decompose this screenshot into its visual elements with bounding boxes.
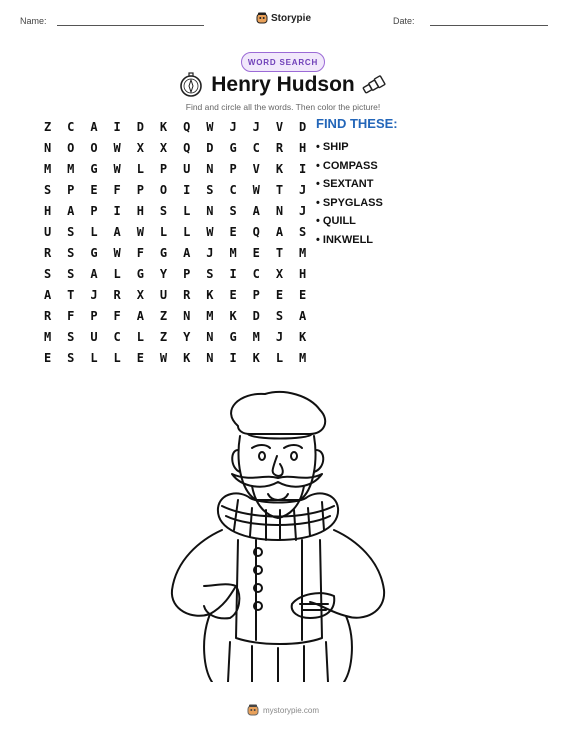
grid-row [36, 327, 314, 348]
grid-letter: P [136, 183, 144, 197]
grid-letter: P [90, 309, 98, 323]
grid-letter: L [113, 351, 121, 365]
grid-letter: M [229, 246, 237, 260]
grid-row [36, 243, 314, 264]
grid-letter: W [252, 183, 260, 197]
grid-letter: M [43, 330, 52, 344]
grid-letter: M [43, 162, 52, 176]
grid-letter: J [229, 120, 237, 134]
grid-letter: E [299, 288, 307, 302]
grid-letter: I [113, 204, 121, 218]
page-title: Henry Hudson [211, 73, 355, 96]
grid-letter: J [299, 204, 307, 218]
word-search-grid [36, 117, 314, 369]
name-label: Name: [20, 16, 47, 26]
grid-letter: I [229, 267, 237, 281]
grid-letter: W [159, 351, 168, 365]
grid-letter: W [136, 225, 144, 239]
grid-letter: M [299, 351, 307, 365]
grid-letter: K [299, 330, 307, 344]
brand-name: Storypie [271, 12, 312, 24]
grid-letter: W [206, 120, 214, 134]
word-item: • SEXTANT [316, 178, 374, 191]
grid-letter: N [183, 309, 191, 323]
grid-letter: E [229, 288, 237, 302]
grid-letter: P [67, 183, 75, 197]
word-item: • QUILL [316, 215, 356, 228]
grid-letter: I [299, 162, 307, 176]
grid-letter: O [90, 141, 98, 155]
grid-letter: L [275, 351, 284, 365]
date-line[interactable] [430, 25, 548, 26]
grid-letter: A [275, 225, 284, 239]
grid-row [36, 348, 314, 369]
grid-letter: S [67, 351, 75, 365]
page-header [0, 12, 566, 32]
grid-letter: D [252, 309, 260, 323]
grid-letter: A [113, 225, 121, 239]
grid-letter: J [252, 120, 260, 134]
grid-letter: Z [43, 120, 52, 134]
page-footer [0, 704, 566, 716]
grid-row [36, 201, 314, 222]
grid-letter: S [206, 267, 214, 281]
grid-letter: L [183, 204, 191, 218]
grid-letter: N [206, 351, 214, 365]
word-item: • INKWELL [316, 233, 374, 246]
grid-letter: N [43, 141, 52, 155]
grid-letter: S [43, 183, 52, 197]
grid-letter: K [206, 288, 214, 302]
grid-letter: Q [252, 225, 260, 239]
grid-letter: L [90, 351, 98, 365]
grid-letter: S [229, 204, 237, 218]
word-list [316, 116, 398, 253]
grid-letter: G [136, 267, 144, 281]
grid-letter: L [90, 225, 98, 239]
grid-letter: K [229, 309, 237, 323]
grid-letter: P [183, 267, 191, 281]
grid-row [36, 117, 314, 138]
grid-letter: P [229, 162, 237, 176]
grid-letter: J [206, 246, 214, 260]
grid-letter: F [136, 246, 144, 260]
grid-letter: S [67, 330, 75, 344]
grid-letter: I [229, 351, 237, 365]
grid-letter: S [206, 183, 214, 197]
grid-letter: U [43, 225, 52, 239]
grid-letter: S [67, 267, 75, 281]
grid-letter: R [43, 309, 52, 323]
grid-letter: D [136, 120, 144, 134]
grid-letter: N [206, 330, 214, 344]
grid-letter: V [275, 120, 284, 134]
grid-letter: H [136, 204, 144, 218]
grid-letter: M [67, 162, 75, 176]
grid-letter: E [90, 183, 98, 197]
grid-letter: M [252, 330, 260, 344]
grid-letter: R [43, 246, 52, 260]
grid-letter: K [252, 351, 260, 365]
grid-letter: Q [183, 120, 191, 134]
grid-letter: R [113, 288, 121, 302]
grid-letter: P [252, 288, 260, 302]
grid-letter: H [299, 267, 307, 281]
grid-row [36, 222, 314, 243]
grid-letter: H [299, 141, 307, 155]
grid-letter: X [136, 288, 144, 302]
grid-letter: A [299, 309, 307, 323]
grid-letter: Z [159, 309, 168, 323]
word-item: • COMPASS [316, 159, 378, 172]
grid-letter: X [136, 141, 144, 155]
grid-letter: W [113, 162, 121, 176]
grid-letter: C [229, 183, 237, 197]
grid-letter: U [159, 288, 168, 302]
grid-letter: W [206, 225, 214, 239]
brand-logo [256, 12, 311, 24]
grid-letter: L [159, 225, 168, 239]
grid-letter: S [275, 309, 284, 323]
name-line[interactable] [57, 25, 204, 26]
grid-letter: E [43, 351, 52, 365]
grid-letter: C [252, 267, 260, 281]
grid-letter: R [275, 141, 284, 155]
grid-letter: C [113, 330, 121, 344]
spyglass-icon [361, 74, 387, 96]
grid-letter: O [67, 141, 75, 155]
word-item: • SPYGLASS [316, 196, 383, 209]
instructions: Find and circle all the words. Then color the picture! [185, 102, 381, 112]
grid-letter: J [275, 330, 284, 344]
storypie-footer-icon [247, 704, 259, 716]
grid-letter: P [90, 204, 98, 218]
grid-letter: M [206, 309, 214, 323]
grid-letter: Y [159, 267, 168, 281]
grid-letter: T [67, 288, 75, 302]
grid-letter: D [299, 120, 307, 134]
grid-letter: F [113, 183, 121, 197]
grid-letter: V [252, 162, 260, 176]
grid-letter: E [252, 246, 260, 260]
grid-letter: W [113, 246, 121, 260]
grid-letter: T [275, 246, 284, 260]
grid-letter: E [275, 288, 284, 302]
grid-row [36, 180, 314, 201]
grid-letter: A [67, 204, 75, 218]
grid-letter: S [67, 246, 75, 260]
grid-letter: G [229, 141, 237, 155]
grid-letter: A [43, 288, 52, 302]
footer-url[interactable]: mystorypie.com [262, 705, 319, 715]
grid-letter: U [90, 330, 98, 344]
grid-letter: S [67, 225, 75, 239]
grid-letter: G [229, 330, 237, 344]
grid-letter: E [229, 225, 237, 239]
find-heading: FIND THESE: [316, 116, 398, 131]
grid-letter: G [159, 246, 168, 260]
grid-letter: D [206, 141, 214, 155]
grid-letter: L [113, 267, 121, 281]
grid-letter: O [159, 183, 168, 197]
grid-letter: J [90, 288, 98, 302]
henry-hudson-coloring-picture [160, 390, 410, 682]
grid-letter: X [275, 267, 284, 281]
grid-letter: H [43, 204, 52, 218]
grid-letter: U [183, 162, 191, 176]
grid-row [36, 285, 314, 306]
grid-letter: A [252, 204, 260, 218]
grid-letter: N [206, 204, 214, 218]
grid-letter: J [299, 183, 307, 197]
grid-letter: N [206, 162, 214, 176]
grid-letter: K [183, 351, 191, 365]
grid-row [36, 138, 314, 159]
grid-letter: X [159, 141, 168, 155]
grid-letter: A [136, 309, 144, 323]
grid-letter: E [136, 351, 144, 365]
grid-row [36, 306, 314, 327]
grid-letter: I [183, 183, 191, 197]
grid-letter: K [159, 120, 168, 134]
grid-letter: W [113, 141, 121, 155]
grid-letter: Q [183, 141, 191, 155]
grid-letter: L [136, 162, 144, 176]
grid-letter: F [113, 309, 121, 323]
storypie-logo-icon [256, 12, 268, 24]
grid-letter: L [183, 225, 191, 239]
grid-letter: Z [159, 330, 168, 344]
grid-letter: R [183, 288, 191, 302]
grid-letter: A [183, 246, 191, 260]
grid-letter: S [159, 204, 168, 218]
grid-letter: G [90, 246, 98, 260]
grid-letter: A [90, 267, 98, 281]
grid-letter: Y [183, 330, 191, 344]
grid-letter: S [43, 267, 52, 281]
grid-letter: M [299, 246, 307, 260]
grid-letter: K [275, 162, 284, 176]
grid-letter: P [159, 162, 168, 176]
grid-letter: G [90, 162, 98, 176]
grid-row [36, 264, 314, 285]
grid-letter: S [299, 225, 307, 239]
grid-letter: N [275, 204, 284, 218]
word-search-badge: WORD SEARCH [241, 52, 325, 72]
grid-letter: I [113, 120, 121, 134]
grid-letter: T [275, 183, 284, 197]
grid-letter: C [252, 141, 260, 155]
date-label: Date: [393, 16, 415, 26]
grid-letter: L [136, 330, 144, 344]
grid-row [36, 159, 314, 180]
grid-letter: A [90, 120, 98, 134]
grid-letter: C [67, 120, 75, 134]
word-item: • SHIP [316, 141, 349, 153]
grid-letter: F [67, 309, 75, 323]
